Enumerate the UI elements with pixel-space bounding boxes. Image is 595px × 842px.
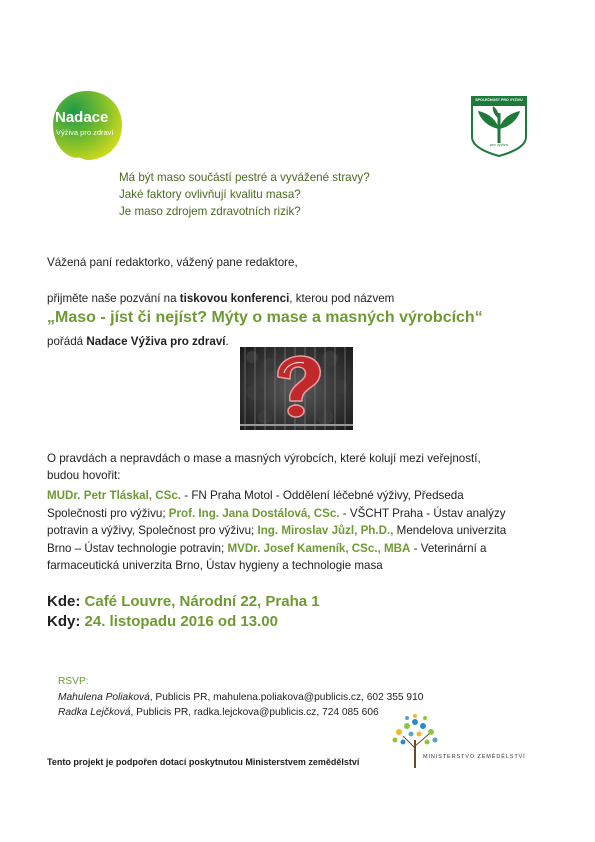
speaker-kamenik-affiliation-2: farmaceutická univerzita Brno, Ústav hygieny a technologie masa: [47, 559, 383, 572]
intro-line-2: budou hovořit:: [47, 469, 121, 482]
spolecnost-logo-top: SPOLEČNOST PRO VÝŽIVU: [475, 98, 523, 102]
rsvp-label: RSVP:: [58, 676, 89, 687]
nadace-logo-name: Nadace: [55, 109, 109, 126]
invite-pre: přijměte naše pozvání na: [47, 292, 180, 305]
ministry-logo: [385, 712, 550, 770]
rsvp-contact-1: [58, 690, 423, 706]
speaker-dostalova-affiliation: - VŠCHT Praha - Ústav analýzy: [339, 506, 506, 520]
speaker-tlaskal-affiliation-2: Společnosti pro výživu;: [47, 506, 169, 520]
speaker-dostalova-affiliation-2: potravin a výživy, Společnost pro výživu;: [47, 524, 258, 537]
speaker-tlaskal-affiliation: - FN Praha Motol - Oddělení léčebné výživy, Předseda: [181, 489, 464, 502]
organizer-pre: pořádá: [47, 335, 87, 348]
speaker-juzl: Ing. Miroslav Jůzl, Ph.D.,: [257, 524, 394, 537]
speaker-dostalova: Prof. Ing. Jana Dostálová, CSc.: [168, 506, 340, 520]
when-label: Kdy:: [47, 613, 81, 630]
greeting: Vážená paní redaktorko, vážený pane redaktore,: [47, 256, 298, 269]
grill-question-image: [240, 347, 353, 430]
spolecnost-logo-bottom: pro výživu: [489, 142, 508, 147]
rsvp-contact-1-name: Mahulena Poliaková: [58, 692, 150, 703]
spolecnost-pro-vyzivu-logo: [470, 95, 528, 157]
invite-post: , kterou pod názvem: [289, 292, 395, 305]
organizer-post: .: [225, 335, 229, 348]
invite-line: [47, 290, 394, 308]
footer-note: Tento projekt je podpořen dotací poskytnutou Ministerstvem zemědělství: [47, 757, 360, 767]
invite-bold: tiskovou konferenci: [179, 292, 290, 305]
nadace-logo: [50, 88, 125, 163]
rsvp-contact-1-details: , Publicis PR, mahulena.poliakova@publicis.cz, 602 355 910: [149, 692, 424, 703]
question-3: Je maso zdrojem zdravotních rizik?: [119, 205, 301, 218]
speakers-line-3: [47, 522, 567, 540]
rsvp-contact-2-name: Radka Lejčková: [58, 707, 131, 718]
speakers-line-2: [47, 505, 567, 523]
speaker-tlaskal: MUDr. Petr Tláskal, CSc.: [47, 489, 182, 502]
speakers-line-4: [47, 540, 567, 558]
rsvp-contact-2-details: , Publicis PR, radka.lejckova@publicis.cz, 724 085 606: [130, 707, 379, 718]
speakers-line-1: [47, 487, 567, 505]
organizer-line: [47, 333, 229, 351]
when-line: [47, 611, 278, 632]
nadace-logo-subtitle: Výživa pro zdraví: [56, 128, 114, 137]
event-title: „Maso - jíst či nejíst? Mýty o mase a masných výrobcích“: [47, 309, 483, 326]
rsvp-contact-2: [58, 705, 379, 721]
speakers-paragraph: [47, 487, 567, 575]
when-value: 24. listopadu 2016 od 13.00: [84, 613, 278, 630]
where-line: [47, 591, 320, 612]
organizer-name: Nadace Výživa pro zdraví: [86, 335, 226, 348]
tree-icon: [385, 712, 445, 770]
ministry-logo-text: MINISTERSTVO ZEMĚDĚLSTVÍ: [423, 754, 526, 760]
intro-line-1: O pravdách a nepravdách o mase a masných výrobcích, které kolují mezi veřejností,: [47, 452, 481, 465]
question-2: Jaké faktory ovlivňují kvalitu masa?: [119, 188, 301, 201]
question-1: Má být maso součástí pestré a vyvážené stravy?: [119, 171, 370, 184]
where-label: Kde:: [47, 593, 81, 610]
where-value: Café Louvre, Národní 22, Praha 1: [84, 593, 320, 610]
speaker-kamenik-affiliation: - Veterinární a: [410, 541, 487, 555]
speakers-line-5: [47, 557, 567, 575]
leaf-emblem-icon: [470, 95, 528, 157]
speaker-juzl-affiliation-2: Brno – Ústav technologie potravin;: [47, 541, 228, 555]
grill-steak-question-mark-icon: [240, 347, 353, 430]
speaker-juzl-affiliation: Mendelova univerzita: [393, 524, 507, 537]
speaker-kamenik: MVDr. Josef Kameník, CSc., MBA: [227, 541, 411, 555]
